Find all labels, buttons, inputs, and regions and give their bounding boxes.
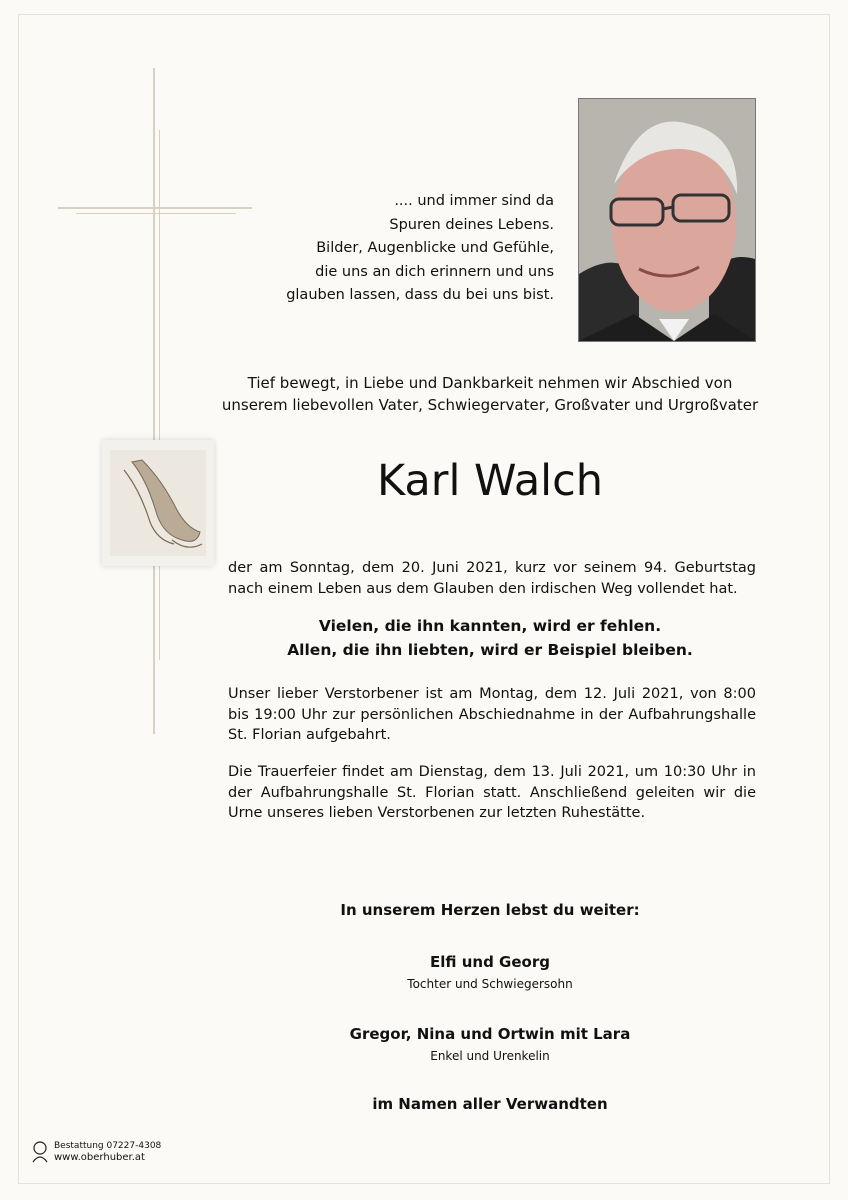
praying-hands-icon	[102, 440, 214, 566]
footer-website[interactable]: www.oberhuber.at	[54, 1152, 145, 1163]
deceased-name: Karl Walch	[376, 456, 604, 506]
poem-line: Bilder, Augenblicke und Gefühle,	[316, 240, 554, 256]
funeral-paragraph: Die Trauerfeier findet am Dienstag, dem 13. Juli 2021, um 10:30 Uhr in der Aufbahrungshalle St. Florian statt. Anschließend geleiten wir die Urne unseres lieben Verstorbenen zur letzten Ruhestätte.	[228, 764, 756, 821]
closing-line: im Namen aller Verwandten	[372, 1095, 608, 1113]
family-names: Gregor, Nina und Ortwin mit Lara	[349, 1025, 631, 1043]
intro-text	[220, 372, 760, 416]
poem-line: Spuren deines Lebens.	[389, 216, 554, 233]
praying-hands-image	[102, 440, 214, 566]
heart-line: In unserem Herzen lebst du weiter:	[340, 901, 640, 919]
portrait-photo-illustration	[579, 99, 755, 341]
poem-line: .... und immer sind da	[394, 193, 554, 209]
saying-line: Allen, die ihn liebten, wird er Beispiel bleiben.	[287, 641, 693, 659]
poem-line: glauben lassen, dass du bei uns bist.	[286, 287, 554, 303]
intro-line: unserem liebevollen Vater, Schwiegervater, Großvater und Urgroßvater	[221, 396, 759, 414]
family-names: Elfi und Georg	[430, 953, 550, 971]
poem	[270, 190, 554, 308]
family-relation: Enkel und Urenkelin	[430, 1049, 550, 1063]
saying-line: Vielen, die ihn kannten, wird er fehlen.	[318, 617, 662, 635]
bestattung-logo-icon	[30, 1140, 50, 1164]
intro-line: Tief bewegt, in Liebe und Dankbarkeit nehmen wir Abschied von	[247, 374, 733, 392]
portrait-photo	[578, 98, 756, 342]
poem-line: die uns an dich erinnern und uns	[315, 263, 554, 280]
viewing-paragraph: Unser lieber Verstorbener ist am Montag, dem 12. Juli 2021, von 8:00 bis 19:00 Uhr zur persönlichen Abschiednahme in der Aufbahrungshalle St. Florian aufgebahrt.	[228, 686, 756, 743]
family-relation: Tochter und Schwiegersohn	[407, 977, 573, 991]
saying	[220, 614, 760, 662]
footer-phone: Bestattung 07227-4308	[54, 1141, 162, 1151]
death-notice-paragraph: der am Sonntag, dem 20. Juni 2021, kurz vor seinem 94. Geburtstag nach einem Leben aus dem Glauben den irdischen Weg vollendet hat.	[228, 560, 756, 597]
